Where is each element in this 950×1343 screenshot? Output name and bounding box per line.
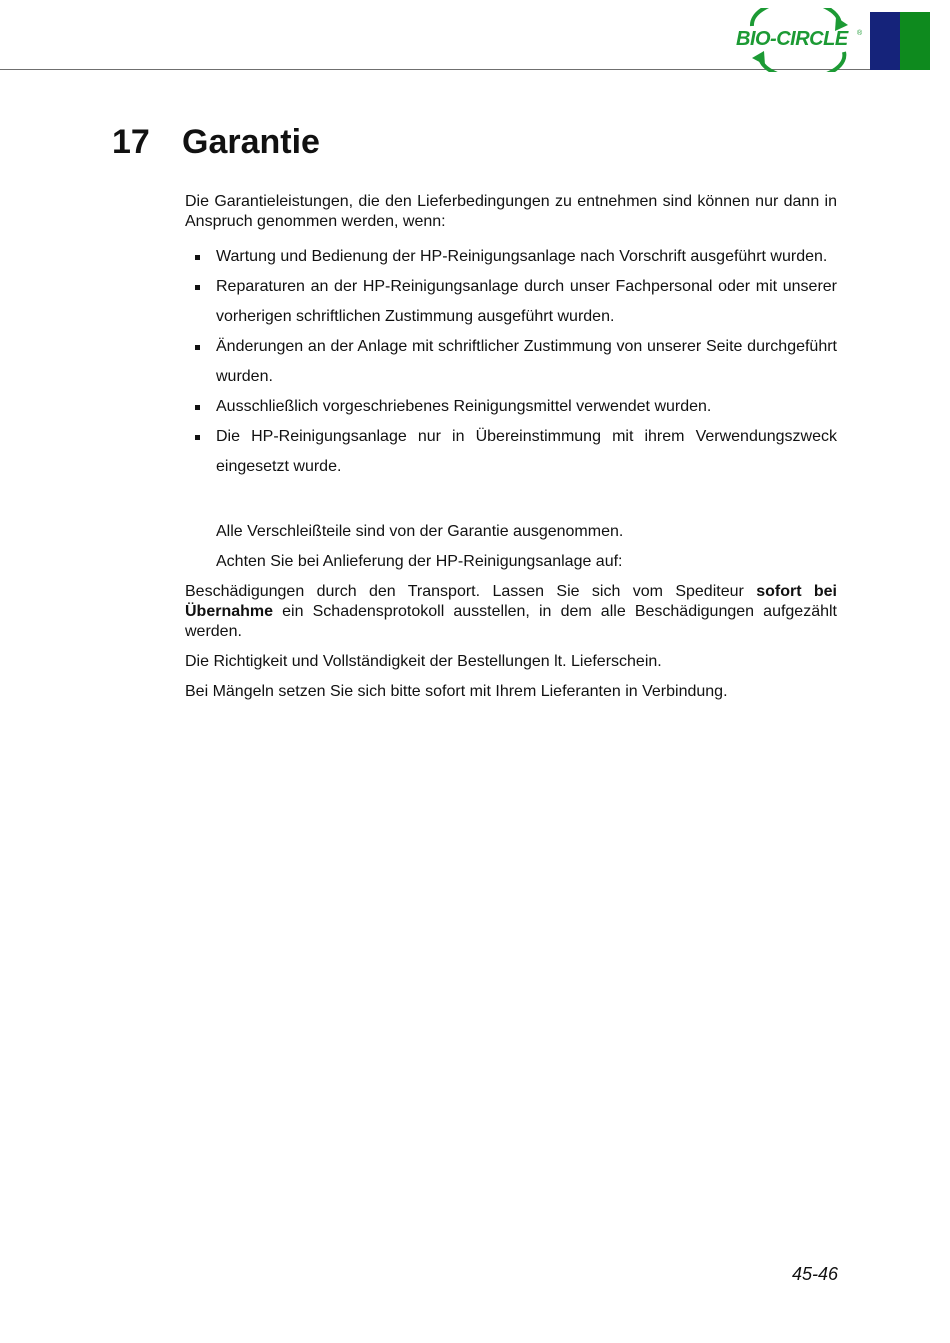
damage-text-before: Beschädigungen durch den Transport. Lassen Sie sich vom Spediteur — [185, 583, 757, 600]
square-bullet-icon — [195, 435, 200, 440]
delivery-attention-note: Achten Sie bei Anlieferung der HP-Reinigungsanlage auf: — [216, 553, 623, 570]
list-item — [185, 392, 837, 422]
list-item — [185, 272, 837, 332]
list-item-text: Ausschließlich vorgeschriebenes Reinigungsmittel verwendet wurden. — [216, 398, 712, 415]
chapter-title: Garantie — [182, 123, 320, 161]
document-body — [185, 192, 837, 702]
bio-circle-logo — [730, 8, 870, 72]
chapter-heading — [112, 123, 320, 162]
exclusion-note: Alle Verschleißteile sind von der Garantie ausgenommen. — [216, 523, 624, 540]
chapter-number: 17 — [112, 123, 150, 161]
square-bullet-icon — [195, 405, 200, 410]
list-item-text: Wartung und Bedienung der HP-Reinigungsanlage nach Vorschrift ausgeführt wurden. — [216, 248, 828, 265]
list-item — [185, 242, 837, 272]
brand-stripe-blue — [870, 12, 900, 70]
list-item-text: Änderungen an der Anlage mit schriftlicher Zustimmung von unserer Seite durchgeführt wurden. — [216, 338, 837, 385]
list-item — [185, 422, 837, 482]
intro-paragraph: Die Garantieleistungen, die den Lieferbedingungen zu entnehmen sind können nur dann in Anspruch genommen werden, wenn: — [185, 193, 837, 230]
damage-text-bold: sofort bei Übernahme — [185, 583, 838, 620]
square-bullet-icon — [195, 255, 200, 260]
logo-text: BIO-CIRCLE — [736, 28, 848, 50]
square-bullet-icon — [195, 285, 200, 290]
list-item-text: Die HP-Reinigungsanlage nur in Übereinstimmung mit ihrem Verwendungszweck eingesetzt wurde. — [216, 428, 837, 475]
page-number: 45-46 — [791, 1264, 838, 1284]
registered-mark: ® — [857, 30, 863, 37]
list-item-text: Reparaturen an der HP-Reinigungsanlage durch unser Fachpersonal oder mit unserer vorherigen schriftlichen Zustimmung ausgeführt wurden. — [216, 278, 837, 325]
brand-stripe-green — [900, 12, 930, 70]
list-item — [185, 332, 837, 392]
damage-text-after: ein Schadensprotokoll ausstellen, in dem alle Beschädigungen aufgezählt werden. — [185, 603, 837, 640]
defects-paragraph: Bei Mängeln setzen Sie sich bitte sofort mit Ihrem Lieferanten in Verbindung. — [185, 683, 728, 700]
transport-damage-paragraph — [185, 582, 837, 642]
square-bullet-icon — [195, 345, 200, 350]
condition-list — [185, 242, 837, 482]
correctness-paragraph: Die Richtigkeit und Vollständigkeit der Bestellungen lt. Lieferschein. — [185, 653, 662, 670]
